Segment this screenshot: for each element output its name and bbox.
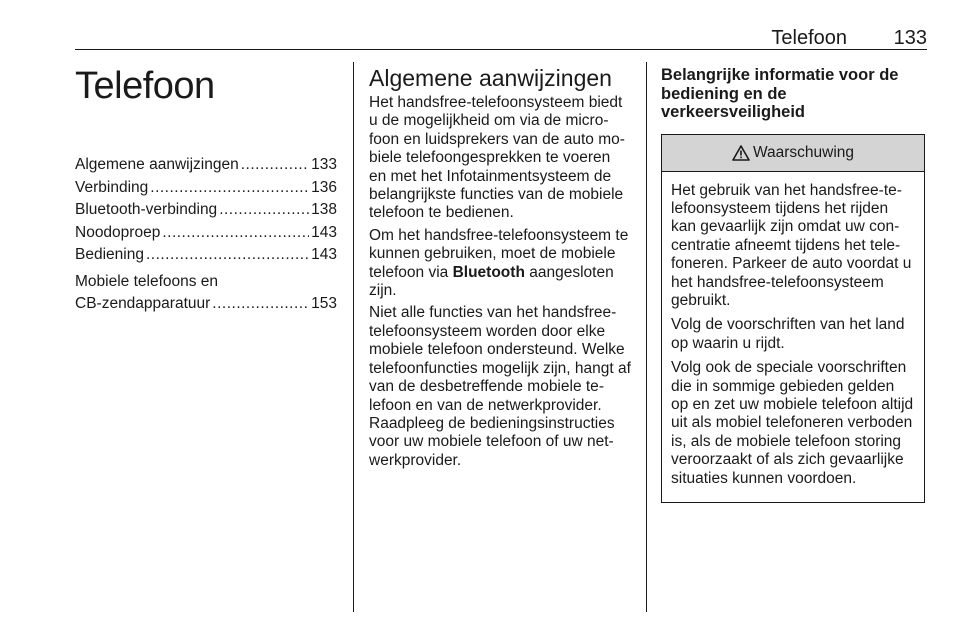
- bluetooth-term: Bluetooth: [452, 263, 525, 281]
- table-of-contents: [75, 154, 337, 316]
- general-info-column: [369, 58, 631, 474]
- warning-paragraph-1: Het gebruik van het handsfree-telefoonsysteem tijdens het rijden kan gevaarlijk zijn omdat uw concentratie afneemt tijdens het telefoneren. Parkeer de auto voordat u het handsfree-telefoonsysteem gebruikt.: [671, 181, 912, 309]
- toc-column: [75, 58, 337, 316]
- toc-entry-bluetooth-verbinding[interactable]: [75, 199, 337, 222]
- toc-leader-dots: [162, 222, 309, 245]
- page-number: 133: [893, 27, 927, 49]
- toc-leader-dots: [150, 177, 309, 200]
- safety-column: [661, 58, 927, 503]
- header-title: Telefoon: [771, 27, 847, 49]
- toc-entry-verbinding[interactable]: [75, 177, 337, 200]
- toc-entry-page: 133: [311, 156, 337, 173]
- warning-paragraph-3: Volg ook de speciale voorschriften die in sommige gebieden gelden op en zet uw mobiele telefoon altijd uit als mobiel telefoneren verboden is, als de mobiele telefoon storing veroorzaakt of als zich gevaarlijke situaties kunnen voordoen.: [671, 359, 914, 487]
- toc-entry-label: Bediening: [75, 246, 144, 263]
- toc-leader-dots: [212, 293, 309, 316]
- section-title: Algemene aanwijzingen: [369, 65, 612, 91]
- warning-label: Waarschuwing: [752, 143, 855, 161]
- safety-title: Belangrijke informatie voor de bediening en de verkeersveiligheid: [661, 66, 899, 121]
- paragraph-1: Het handsfree-telefoonsysteem biedt u de mogelijkheid om via de microfoon en luidsprekers van de auto mobiele telefoongesprekken te voeren en met het Infotainmentsysteem de belangrijkste functies van de mobiele telefoon te bedienen.: [369, 94, 625, 222]
- paragraph-3: Niet alle functies van het handsfree-telefoonsysteem worden door elke mobiele telefoon ondersteund. Welke telefoonfuncties mogelijk zijn, hangt af van de desbetreffende mobiele telefoon en van de netwerkprovider. Raadpleeg de bedieningsinstructies voor uw mobiele telefoon of uw netwerkprovider.: [369, 304, 631, 469]
- toc-entry-page: 153: [311, 295, 337, 312]
- chapter-title: Telefoon: [75, 65, 215, 107]
- warning-triangle-icon: [732, 145, 750, 161]
- toc-entry-label: Bluetooth-verbinding: [75, 201, 218, 218]
- toc-entry-page: 143: [311, 223, 337, 241]
- paragraph-2-text: Om het handsfree-telefoonsysteem te kunnen gebruiken, moet de mobiele telefoon via: [369, 226, 629, 281]
- toc-entry-label: Noodoproep: [75, 223, 161, 241]
- warning-box: [661, 134, 925, 504]
- toc-entry-bediening[interactable]: [75, 244, 337, 267]
- warning-paragraph-2: Volg de voorschriften van het land op waarin u rijdt.: [671, 316, 905, 352]
- toc-entry-label: Algemene aanwijzingen: [75, 156, 239, 173]
- toc-entry-noodoproep[interactable]: [75, 222, 337, 245]
- toc-entry-page: 143: [311, 246, 337, 263]
- toc-leader-dots: [219, 199, 309, 222]
- column-divider-1: [353, 62, 354, 612]
- warning-header: [662, 135, 924, 172]
- toc-entry-page: 136: [311, 178, 337, 196]
- paragraph-2-text-end: aangesloten zijn.: [369, 263, 614, 300]
- header-rule: [75, 49, 927, 50]
- toc-entry-algemene-aanwijzingen[interactable]: [75, 154, 337, 177]
- toc-entry-label-line1: Mobiele telefoons en: [75, 272, 219, 290]
- toc-leader-dots: [146, 244, 309, 267]
- toc-entry-label: Verbinding: [75, 178, 149, 196]
- column-divider-2: [646, 62, 647, 612]
- toc-leader-dots: [241, 154, 309, 177]
- paragraph-2: [369, 227, 631, 301]
- warning-body: [662, 172, 924, 503]
- toc-entry-mobiele-telefoons[interactable]: [75, 271, 337, 316]
- toc-entry-label-line2: CB-zendapparatuur: [75, 295, 211, 312]
- toc-entry-page: 138: [311, 201, 337, 218]
- page-header: [75, 26, 927, 50]
